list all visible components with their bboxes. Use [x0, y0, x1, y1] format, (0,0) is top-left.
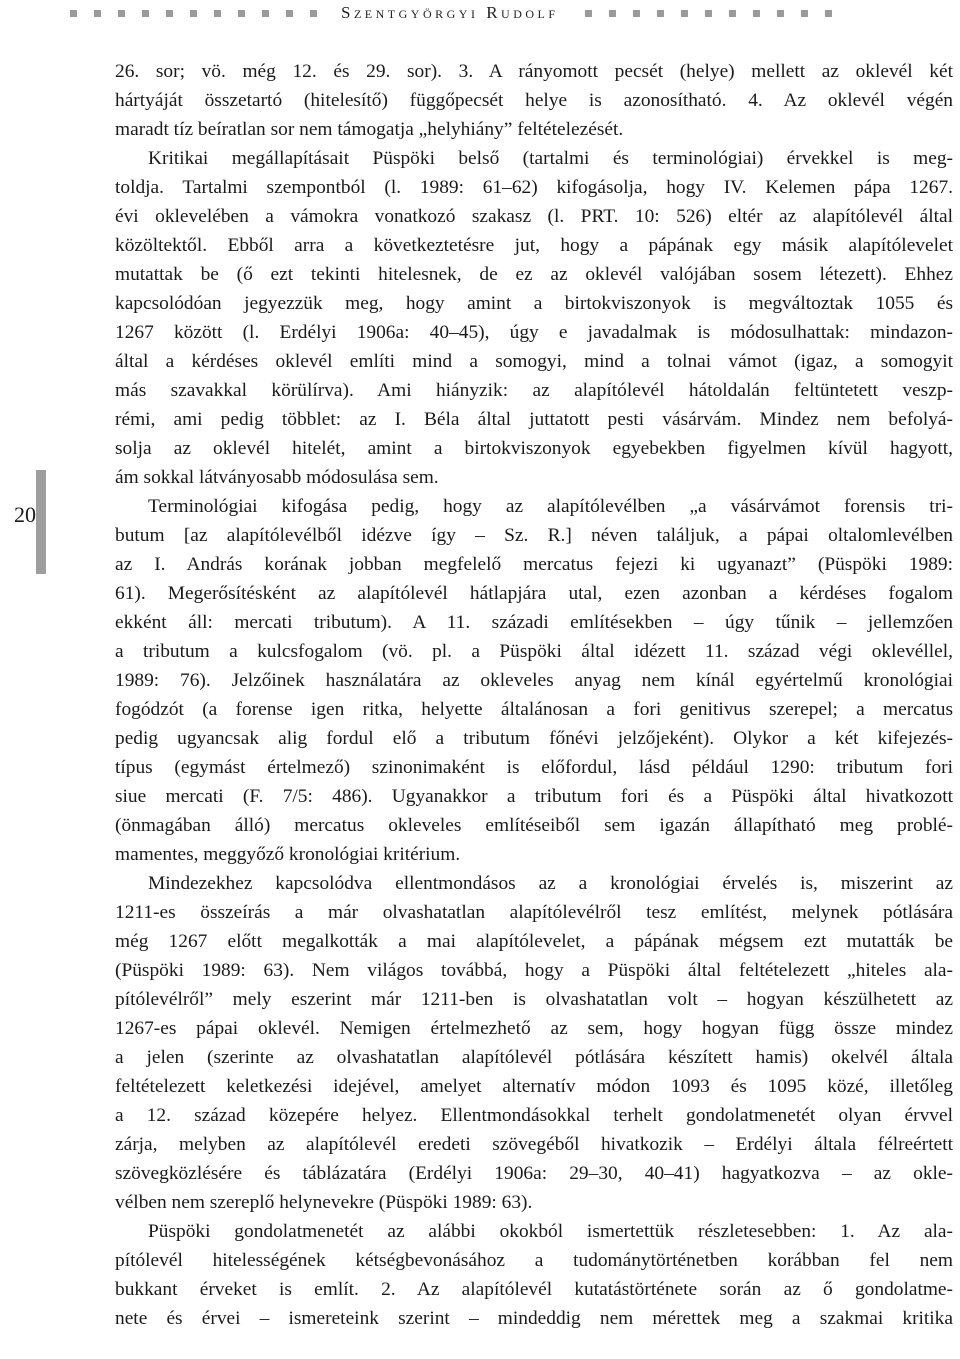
text-line: nete és érvei – ismereteink szerint – mindeddig nem mérettek meg a szakmai kritika — [115, 1308, 953, 1329]
text-line: ekként áll: mercati tributum). A 11. századi említésekben – úgy tűnik – jellemzően — [115, 612, 953, 633]
text-line: szövegközlésére és táblázatára (Erdélyi 1906a: 29–30, 40–41) hagyatkozva – az okle- — [115, 1163, 953, 1184]
running-header — [70, 0, 960, 26]
text-line: feltételezett keletkezési idejével, amelyet alternatív módon 1093 és 1095 közé, illetőleg — [115, 1076, 953, 1097]
text-line: által a kérdéses oklevél említi mind a somogyi, mind a tolnai vámot (igaz, a somogyit — [115, 351, 953, 372]
ornament-square — [94, 10, 101, 17]
ornament-square — [118, 10, 125, 17]
text-line: típus (egymást értelmező) szinonimaként is előfordul, lásd például 1290: tributum fori — [115, 757, 953, 778]
ornament-square — [238, 10, 245, 17]
ornament-square — [166, 10, 173, 17]
text-line: Mindezekhez kapcsolódva ellentmondásos az a kronológiai érvelés is, miszerint az — [148, 873, 953, 894]
ornament-square — [190, 10, 197, 17]
text-line: zárja, melyben az alapítólevél eredeti szövegéből hivatkozik – Erdélyi általa félreértett — [115, 1134, 953, 1155]
text-line: Püspöki gondolatmenetét az alábbi okokból ismertettük részletesebben: 1. Az ala- — [148, 1221, 953, 1242]
ornament-square — [801, 10, 808, 17]
ornament-square — [753, 10, 760, 17]
text-line: fogódzót (a forense igen ritka, helyette általánosan a fori genitivus szerepel; a mercatus — [115, 699, 953, 720]
text-line: hártyáját összetartó (hitelesítő) függőpecsét helye is azonosítható. 4. Az oklevél végén — [115, 90, 953, 111]
text-line: 1989: 76). Jelzőinek használatára az okleveles anyag nem kínál egyértelmű kronológiai — [115, 670, 953, 691]
text-line: mamentes, meggyőző kronológiai kritérium. — [115, 844, 461, 865]
text-line: még 1267 előtt megalkották a mai alapítólevelet, a pápának mégsem ezt mutatták be — [115, 931, 953, 952]
text-line: más szavakkal körülírva). Ami hiányzik: az alapítólevél hátoldalán feltüntetett veszp- — [115, 380, 953, 401]
text-line: (Püspöki 1989: 63). Nem világos továbbá, hogy a Püspöki által feltételezett „hiteles ala- — [115, 960, 953, 981]
ornament-square — [825, 10, 832, 17]
text-line: Kritikai megállapításait Püspöki belső (tartalmi és terminológiai) érvekkel is meg- — [148, 148, 953, 169]
text-line: a tributum a kulcsfogalom (vö. pl. a Püspöki által idézett 11. század végi oklevéllel, — [115, 641, 953, 662]
text-line: Terminológiai kifogása pedig, hogy az alapítólevélben „a vásárvámot forensis tri- — [148, 496, 953, 517]
text-line: mutattak be (ő ezt tekinti hitelesnek, de ez az oklevél valójában sosem létezett). Ehhez — [115, 264, 953, 285]
ornament-square — [681, 10, 688, 17]
ornament-square — [310, 10, 317, 17]
ornament-square — [214, 10, 221, 17]
ornament-square — [657, 10, 664, 17]
ornament-square — [262, 10, 269, 17]
ornament-square — [705, 10, 712, 17]
text-line: pedig ugyancsak alig fordul elő a tributum főnévi jelzőjeként). Olykor a két kifejezés- — [115, 728, 953, 749]
ornament-square — [70, 10, 77, 17]
text-line: ám sokkal látványosabb módosulása sem. — [115, 467, 439, 488]
text-line: pítólevélről” mely eszerint már 1211-ben is olvashatatlan volt – hogyan készülhetett az — [115, 989, 953, 1010]
header-dots-right — [585, 10, 832, 17]
text-line: az I. András korának jobban megfelelő mercatus fejezi ki ugyanazt” (Püspöki 1989: — [115, 554, 953, 575]
text-line: pítólevél hitelességének kétségbevonásához a tudománytörténetben korábban fel nem — [115, 1250, 953, 1271]
text-line: a jelen (szerinte az olvashatatlan alapítólevél pótlására készített hamis) okelvél általa — [115, 1047, 953, 1068]
text-line: rémi, ami pedig többlet: az I. Béla által juttatott pesti vásárvám. Mindez nem befolyá- — [115, 409, 953, 430]
text-line: siue mercati (F. 7/5: 486). Ugyanakkor a tributum fori és a Püspöki által hivatkozott — [115, 786, 953, 807]
text-line: a 12. század közepére helyez. Ellentmondásokkal terhelt gondolatmenetét olyan érvvel — [115, 1105, 953, 1126]
text-line: 1267-es pápai oklevél. Nemigen értelmezhető az sem, hogy hogyan függ össze mindez — [115, 1018, 953, 1039]
header-dots-left — [70, 10, 317, 17]
ornament-square — [142, 10, 149, 17]
ornament-square — [633, 10, 640, 17]
text-line: solja az oklevél hitelét, amint a birtokviszonyok egyebekben figyelmen kívül hagyott, — [115, 438, 953, 459]
running-head-author: Szentgyörgyi Rudolf — [341, 3, 559, 22]
text-line: vélben nem szereplő helynevekre (Püspöki 1989: 63). — [115, 1192, 533, 1213]
text-line: toldja. Tartalmi szempontból (l. 1989: 61–62) kifogásolja, hogy IV. Kelemen pápa 1267. — [115, 177, 953, 198]
ornament-square — [777, 10, 784, 17]
text-line: 1211-es összeírás a már olvashatatlan alapítólevélről tesz említést, melynek pótlására — [115, 902, 953, 923]
ornament-square — [609, 10, 616, 17]
text-line: bukkant érveket is említ. 2. Az alapítólevél kutatástörténete során az ő gondolatme- — [115, 1279, 953, 1300]
ornament-square — [729, 10, 736, 17]
text-line: 26. sor; vö. még 12. és 29. sor). 3. A rányomott pecsét (helye) mellett az oklevél két — [115, 61, 953, 82]
text-line: butum [az alapítólevélből idézve így – Sz. R.] néven találjuk, a pápai oltalomlevélben — [115, 525, 953, 546]
page-number: 20 — [14, 502, 36, 527]
text-line: évi oklevelében a vámokra vonatkozó szakasz (l. PRT. 10: 526) eltér az alapítólevél által — [115, 206, 953, 227]
text-line: közöltektől. Ebből arra a következtetésre jut, hogy a pápának egy másik alapítólevelet — [115, 235, 953, 256]
body-text — [115, 57, 953, 1333]
text-line: 61). Megerősítésként az alapítólevél hátlapjára utal, ezen azonban a kérdéses fogalom — [115, 583, 953, 604]
page-number-bar — [36, 470, 46, 574]
text-line: maradt tíz beíratlan sor nem támogatja „helyhiány” feltételezését. — [115, 119, 624, 140]
text-line: (önmagában álló) mercatus okleveles említéseiből sem igazán állapítható meg problé- — [115, 815, 953, 836]
ornament-square — [585, 10, 592, 17]
text-line: kapcsolódóan jegyezzük meg, hogy amint a birtokviszonyok is megváltoztak 1055 és — [115, 293, 953, 314]
text-line: 1267 között (l. Erdélyi 1906a: 40–45), úgy e javadalmak is módosulhattak: mindazon- — [115, 322, 953, 343]
ornament-square — [286, 10, 293, 17]
